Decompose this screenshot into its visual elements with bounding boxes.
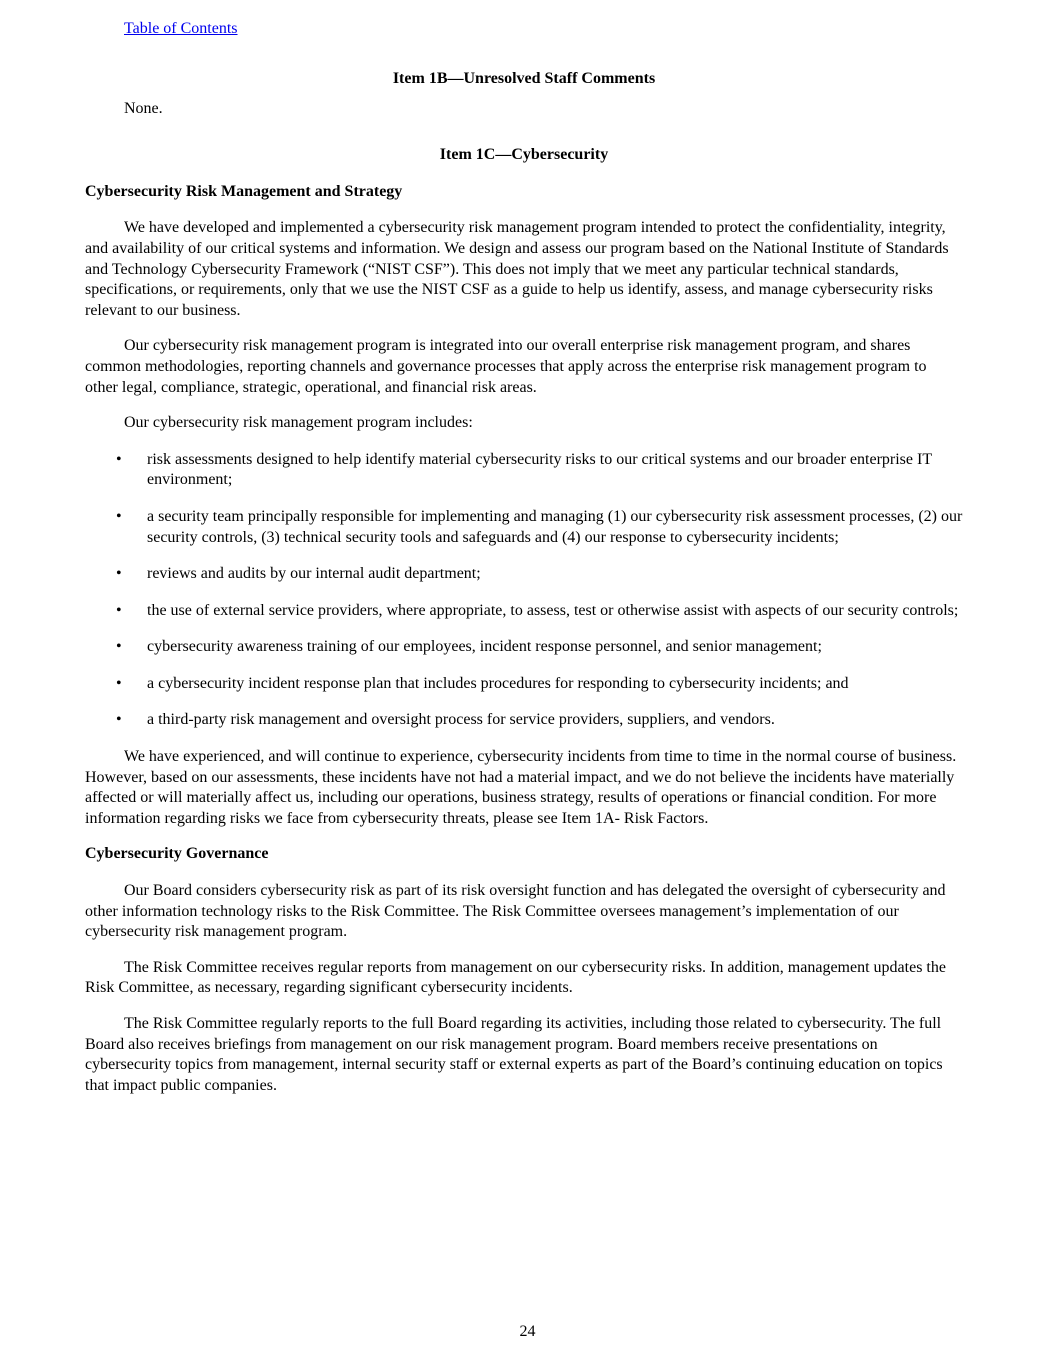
list-item-text: risk assessments designed to help identify material cybersecurity risks to our critical systems and our broader enterprise IT environment; xyxy=(147,450,932,489)
list-item-text: a third-party risk management and oversight process for service providers, suppliers, and vendors. xyxy=(147,711,775,729)
item-1c-heading: Item 1C—Cybersecurity xyxy=(439,146,609,164)
list-item-text: reviews and audits by our internal audit department; xyxy=(147,565,481,583)
bullet-icon: • xyxy=(116,711,122,729)
bullet-icon: • xyxy=(116,450,122,468)
bullet-icon: • xyxy=(116,638,122,656)
bullet-icon: • xyxy=(116,507,122,525)
governance-paragraph-1: Our Board considers cybersecurity risk as part of its risk oversight function and has delegated the oversight of cybersecurity and other information technology risks to the Risk Committee. The Risk Committee oversees management’s implementation of our cybersecurity risk management program. xyxy=(85,882,946,941)
governance-heading: Cybersecurity Governance xyxy=(85,845,269,863)
risk-closing-paragraph: We have experienced, and will continue to experience, cybersecurity incidents from time to time in the normal course of business. However, based on our assessments, these incidents have not had a material impact, and we do not believe the incidents have materially affected or will materially affect us, including our operations, business strategy, results of operations or financial condition. For more information regarding risks we face from cybersecurity threats, please see Item 1A- Risk Factors. xyxy=(85,748,957,827)
item-1b-body: None. xyxy=(124,99,163,117)
document-body xyxy=(85,69,963,1096)
list-item-text: cybersecurity awareness training of our employees, incident response personnel, and senior management; xyxy=(147,638,822,656)
list-item xyxy=(85,601,963,622)
list-item xyxy=(85,674,963,695)
item-1b-heading: Item 1B—Unresolved Staff Comments xyxy=(392,70,656,87)
list-item-text: the use of external service providers, where appropriate, to assess, test or otherwise assist with aspects of our security controls; xyxy=(147,601,959,619)
list-item xyxy=(85,507,963,548)
bullet-icon: • xyxy=(116,601,122,619)
bullet-icon: • xyxy=(116,674,122,692)
table-of-contents-link[interactable]: Table of Contents xyxy=(124,20,238,37)
list-item xyxy=(85,710,963,731)
list-item xyxy=(85,637,963,658)
risk-management-heading: Cybersecurity Risk Management and Strategy xyxy=(85,182,403,200)
list-item xyxy=(85,564,963,585)
list-item-text: a security team principally responsible for implementing and managing (1) our cybersecurity risk assessment processes, (2) our security controls, (3) technical security tools and safeguards and (4) our response to cybersecurity incidents; xyxy=(147,507,963,546)
risk-paragraph-1: We have developed and implemented a cybersecurity risk management program intended to protect the confidentiality, integrity, and availability of our critical systems and information. We design and assess our program based on the National Institute of Standards and Technology Cybersecurity Framework (“NIST CSF”). This does not imply that we meet any particular technical standards, specifications, or requirements, only that we use the NIST CSF as a guide to help us identify, assess, and manage cybersecurity risks relevant to our business. xyxy=(85,219,949,319)
risk-list-intro: Our cybersecurity risk management program includes: xyxy=(124,414,473,432)
governance-paragraph-3: The Risk Committee regularly reports to the full Board regarding its activities, including those related to cybersecurity. The full Board also receives briefings from management on our risk management program. Board members receive presentations on cybersecurity topics from management, internal security staff or external experts as part of the Board’s continuing education on topics that impact public companies. xyxy=(85,1015,943,1094)
bullet-icon: • xyxy=(116,565,122,583)
governance-paragraph-2: The Risk Committee receives regular reports from management on our cybersecurity risks. In addition, management updates the Risk Committee, as necessary, regarding significant cybersecurity incidents. xyxy=(85,958,946,997)
page-number: 24 xyxy=(519,1323,536,1340)
risk-program-list xyxy=(85,450,963,731)
risk-paragraph-2: Our cybersecurity risk management program is integrated into our overall enterprise risk management program, and shares common methodologies, reporting channels and governance processes that apply across the enterprise risk management program to other legal, compliance, strategic, operational, and financial risk areas. xyxy=(85,337,927,396)
list-item xyxy=(85,450,963,491)
list-item-text: a cybersecurity incident response plan that includes procedures for responding to cybersecurity incidents; and xyxy=(147,674,849,692)
